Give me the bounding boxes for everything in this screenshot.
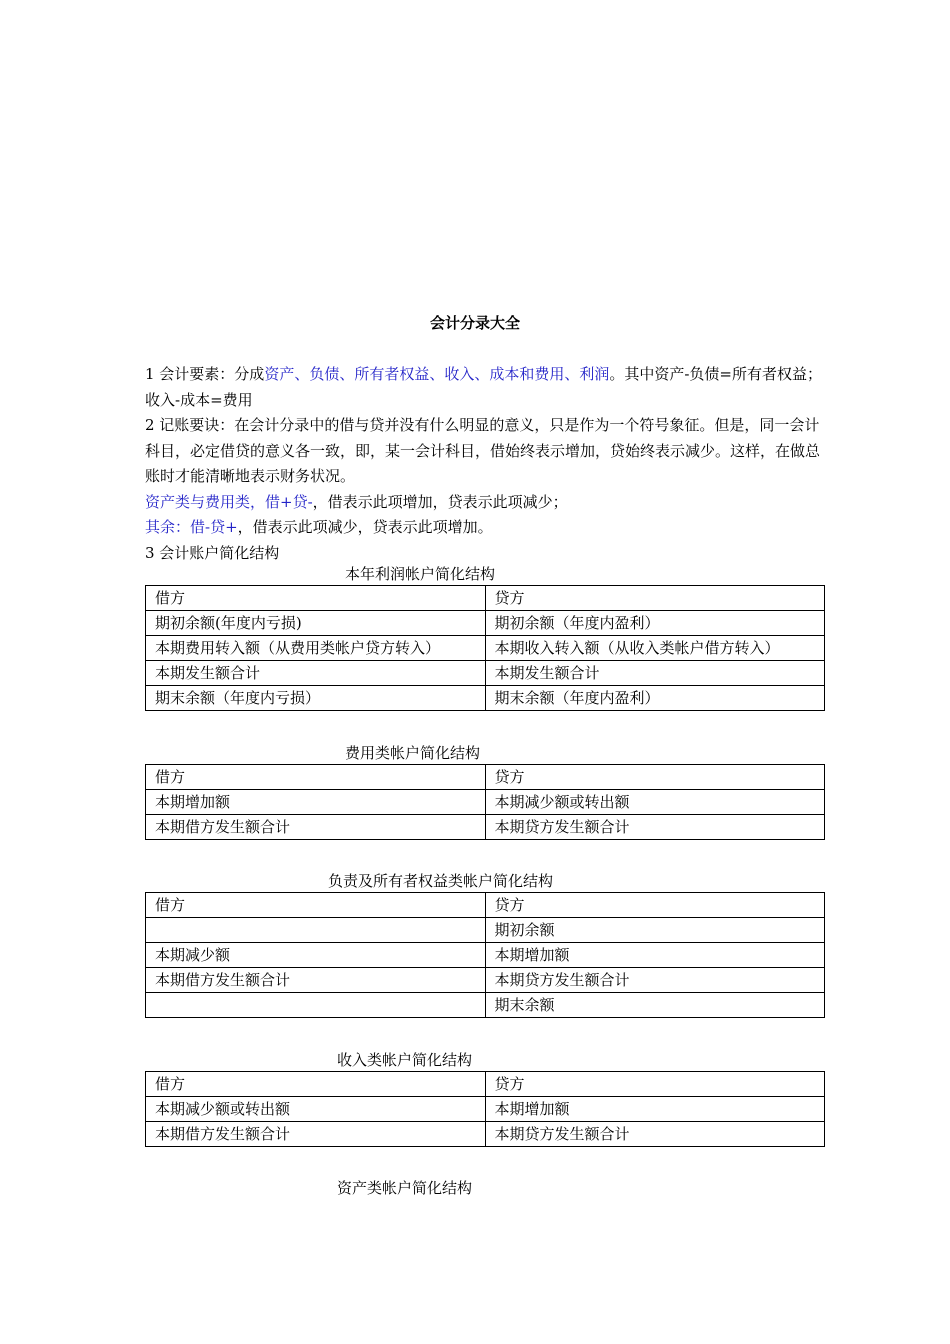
table-cell: 本期减少额或转出额 <box>485 790 825 815</box>
table-cell: 期末余额（年度内亏损） <box>146 686 486 711</box>
table-row <box>146 636 825 661</box>
table-cell: 期初余额 <box>485 918 825 943</box>
table-caption-income: 收入类帐户简化结构 <box>337 1051 473 1069</box>
table-row <box>146 611 825 636</box>
p4-suffix: ，借表示此项减少，贷表示此项增加。 <box>237 518 493 536</box>
table-row <box>146 790 825 815</box>
paragraph-account-structure-heading: 3 会计账户简化结构 <box>145 543 280 562</box>
table-cell: 本期减少额 <box>146 943 486 968</box>
p1-suffix: 。其中资产-负债=所有者权益；收入-成本=费用 <box>145 365 822 409</box>
table-cell: 本期贷方发生额合计 <box>485 968 825 993</box>
table-cell <box>146 993 486 1018</box>
table-cell: 本期增加额 <box>485 1097 825 1122</box>
table-profit-account <box>145 585 825 711</box>
table-row <box>146 815 825 840</box>
p4-highlight: 其余：借-贷+ <box>145 518 238 536</box>
table-cell: 本期贷方发生额合计 <box>485 1122 825 1147</box>
table-row <box>146 1097 825 1122</box>
table-row <box>146 1122 825 1147</box>
table-cell: 本期发生额合计 <box>485 661 825 686</box>
p1-prefix: 1 会计要素：分成 <box>145 365 265 383</box>
table-caption-liability-equity: 负责及所有者权益类帐户简化结构 <box>328 872 554 890</box>
paragraph-other-rule <box>145 515 825 541</box>
table-row <box>146 993 825 1018</box>
table-cell: 贷方 <box>485 1072 825 1097</box>
table-cell: 本期贷方发生额合计 <box>485 815 825 840</box>
table-cell: 本期借方发生额合计 <box>146 968 486 993</box>
table-cell: 本期借方发生额合计 <box>146 815 486 840</box>
p3-suffix: ，借表示此项增加，贷表示此项减少； <box>312 492 568 511</box>
paragraph-bookkeeping-rule: 2 记账要诀：在会计分录中的借与贷并没有什么明显的意义，只是作为一个符号象征。但是，同一会计科目，必定借贷的意义各一致，即，某一会计科目，借始终表示增加，贷始终表示减少。这样，在做总账时才能清晰地表示财务状况。 <box>145 416 821 485</box>
table-liability-equity-account <box>145 892 825 1018</box>
table-cell: 借方 <box>146 1072 486 1097</box>
document-title: 会计分录大全 <box>429 314 520 332</box>
p1-elements-highlight: 资产、负债、所有者权益、收入、成本和费用、利润 <box>264 365 610 383</box>
table-cell: 借方 <box>146 893 486 918</box>
table-row <box>146 661 825 686</box>
paragraph-asset-expense-rule <box>145 490 825 516</box>
table-cell: 期初余额（年度内盈利） <box>485 611 825 636</box>
table-caption-expense: 费用类帐户简化结构 <box>345 744 481 762</box>
paragraph-accounting-elements <box>145 362 825 413</box>
table-cell: 期末余额（年度内盈利） <box>485 686 825 711</box>
table-cell: 期末余额 <box>485 993 825 1018</box>
table-cell: 借方 <box>146 765 486 790</box>
table-cell: 贷方 <box>485 765 825 790</box>
table-row <box>146 686 825 711</box>
table-income-account <box>145 1071 825 1147</box>
table-cell: 贷方 <box>485 893 825 918</box>
table-cell: 本期增加额 <box>485 943 825 968</box>
table-expense-account <box>145 764 825 840</box>
table-cell: 本期收入转入额（从收入类帐户借方转入） <box>485 636 825 661</box>
table-cell: 贷方 <box>485 586 825 611</box>
table-cell: 本期费用转入额（从费用类帐户贷方转入） <box>146 636 486 661</box>
table-row <box>146 893 825 918</box>
table-cell: 期初余额(年度内亏损) <box>146 611 486 636</box>
table-row <box>146 586 825 611</box>
table-cell <box>146 918 486 943</box>
table-cell: 借方 <box>146 586 486 611</box>
table-cell: 本期增加额 <box>146 790 486 815</box>
table-row <box>146 1072 825 1097</box>
table-row <box>146 968 825 993</box>
table-row <box>146 918 825 943</box>
table-caption-asset: 资产类帐户简化结构 <box>337 1179 473 1197</box>
p3-highlight: 资产类与费用类，借+贷- <box>145 492 313 511</box>
table-row <box>146 943 825 968</box>
table-cell: 本期减少额或转出额 <box>146 1097 486 1122</box>
table-row <box>146 765 825 790</box>
intro-text <box>145 362 825 566</box>
table-caption-profit: 本年利润帐户简化结构 <box>345 565 496 583</box>
table-cell: 本期借方发生额合计 <box>146 1122 486 1147</box>
table-cell: 本期发生额合计 <box>146 661 486 686</box>
